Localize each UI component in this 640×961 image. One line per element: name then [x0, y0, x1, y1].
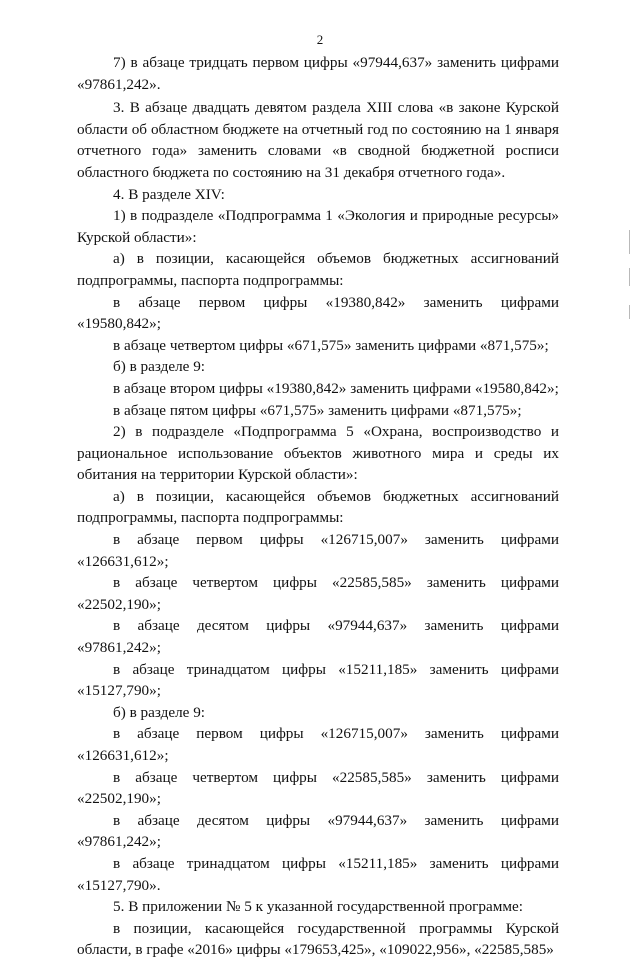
paragraph: 3. В абзаце двадцать девятом раздела XIII слова «в законе Курской области об областном бюджете на отчетный год по состоянию на 1 января отчетного года» заменить словами «в сводной бюджетной росписи областного бюджета по состоянию на 31 декабря отчетного года».: [77, 99, 559, 181]
paragraph: в абзаце втором цифры «19380,842» заменить цифрами «19580,842»;: [113, 379, 559, 397]
paragraph: 5. В приложении № 5 к указанной государственной программе:: [113, 898, 523, 916]
paragraph: 4. В разделе XIV:: [113, 185, 225, 203]
paragraph: б) в разделе 9:: [113, 703, 206, 721]
paragraph: в абзаце десятом цифры «97944,637» заменить цифрами «97861,242»;: [77, 811, 559, 851]
paragraph: в абзаце первом цифры «19380,842» заменить цифрами «19580,842»;: [77, 293, 559, 333]
scan-edge-mark: [629, 305, 630, 319]
paragraph: 7) в абзаце тридцать первом цифры «97944,637» заменить цифрами «97861,242».: [77, 54, 559, 93]
paragraph: в абзаце десятом цифры «97944,637» заменить цифрами «97861,242»;: [77, 617, 559, 657]
scan-edge-mark: [629, 230, 630, 254]
paragraph: в абзаце четвертом цифры «22585,585» заменить цифрами «22502,190»;: [77, 574, 559, 613]
paragraph: в абзаце первом цифры «126715,007» заменить цифрами «126631,612»;: [77, 725, 559, 764]
paragraph: в абзаце тринадцатом цифры «15211,185» заменить цифрами «15127,790»;: [77, 660, 559, 700]
document-body: [77, 52, 559, 961]
paragraph: а) в позиции, касающейся объемов бюджетных ассигнований подпрограммы, паспорта подпрограммы:: [77, 250, 559, 289]
paragraph: а) в позиции, касающейся объемов бюджетных ассигнований подпрограммы, паспорта подпрограммы:: [77, 487, 559, 527]
page-number: 2: [316, 32, 324, 47]
paragraph: 1) в подразделе «Подпрограмма 1 «Экология и природные ресурсы» Курской области»:: [77, 207, 559, 246]
paragraph: в абзаце четвертом цифры «671,575» заменить цифрами «871,575»;: [113, 336, 549, 354]
paragraph: в абзаце первом цифры «126715,007» заменить цифрами «126631,612»;: [77, 531, 559, 570]
scan-edge-mark: [629, 268, 630, 286]
paragraph: б) в разделе 9:: [113, 358, 206, 376]
paragraph: в абзаце четвертом цифры «22585,585» заменить цифрами «22502,190»;: [77, 768, 559, 808]
paragraph: в абзаце пятом цифры «671,575» заменить цифрами «871,575»;: [113, 401, 522, 419]
paragraph: 2) в подразделе «Подпрограмма 5 «Охрана, воспроизводство и рациональное использование объектов животного мира и среды их обитания на территории Курской области»:: [77, 423, 559, 484]
paragraph: в абзаце тринадцатом цифры «15211,185» заменить цифрами «15127,790».: [77, 854, 559, 894]
paragraph: в позиции, касающейся государственной программы Курской области, в графе «2016» цифры «179653,425», «109022,956», «22585,585»: [77, 919, 559, 959]
